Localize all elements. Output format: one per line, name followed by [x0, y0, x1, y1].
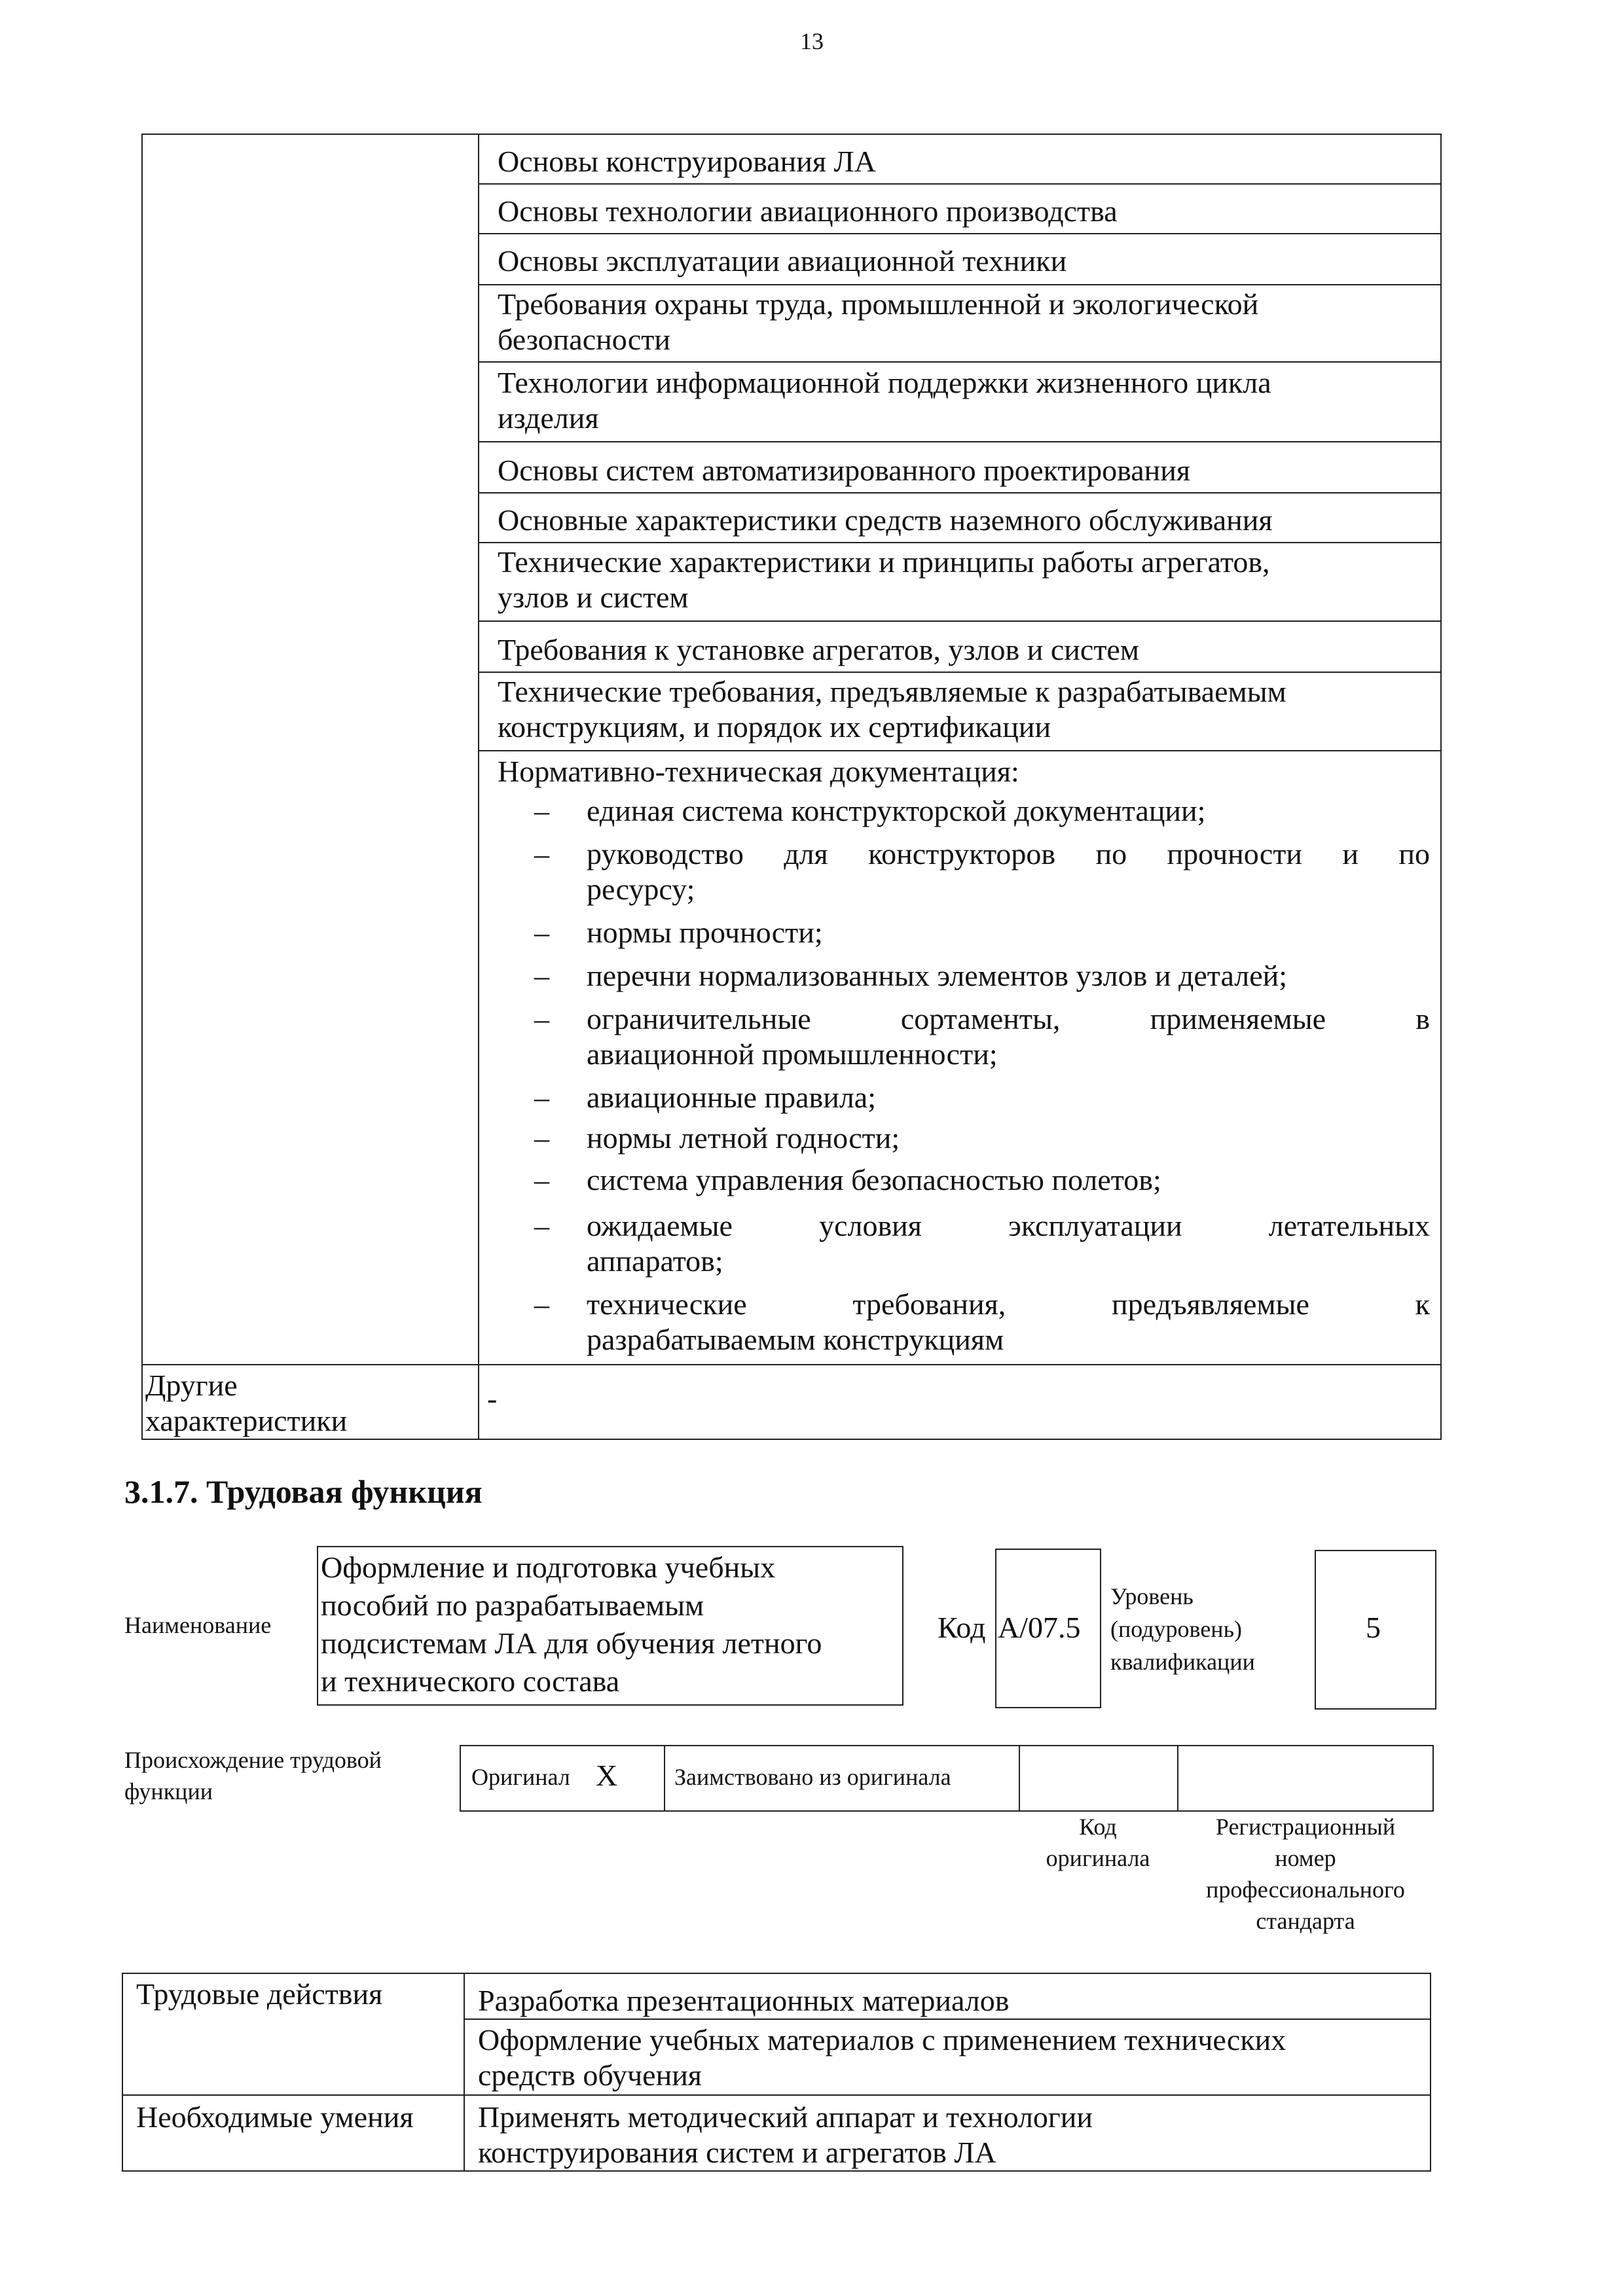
action-item: Разработка презентационных материалов [478, 1984, 1010, 2017]
list-dash: – [534, 1163, 549, 1196]
knowledge-item: Основы технологии авиационного производства [498, 194, 1118, 228]
normative-item: нормы прочности; [587, 916, 823, 949]
origin-label: Происхождение трудовой [124, 1747, 382, 1773]
knowledge-item: Основные характеристики средств наземного обслуживания [498, 503, 1273, 537]
list-dash: – [534, 959, 549, 992]
origin-original-mark: X [596, 1759, 618, 1792]
normative-item: аппаратов; [587, 1244, 723, 1278]
normative-item: ресурсу; [587, 872, 695, 906]
knowledge-item: Технологии информационной поддержки жизненного цикла [498, 366, 1271, 399]
knowledge-item: Требования охраны труда, промышленной и экологической [498, 287, 1259, 321]
list-dash: – [534, 916, 549, 949]
name-label: Наименование [124, 1612, 272, 1638]
actions-label: Трудовые действия [136, 1977, 383, 2011]
normative-item: ожидаемые условия эксплуатации летательных [587, 1209, 1430, 1242]
knowledge-item: узлов и систем [498, 581, 689, 614]
other-label: Другие [145, 1369, 238, 1402]
normative-item: руководство для конструкторов по прочности и по [587, 837, 1430, 870]
level-label: квалификации [1110, 1649, 1255, 1675]
list-dash: – [534, 1121, 549, 1155]
skill-item: конструирования систем и агрегатов ЛА [478, 2136, 996, 2169]
knowledge-item: Основы эксплуатации авиационной техники [498, 244, 1067, 278]
name-line: пособий по разрабатываемым [321, 1588, 704, 1622]
normative-item: разрабатываемым конструкциям [587, 1323, 1004, 1356]
name-line: подсистемам ЛА для обучения летного [321, 1626, 822, 1660]
normative-item: технические требования, предъявляемые к [587, 1287, 1430, 1321]
list-dash: – [534, 837, 549, 870]
list-dash: – [534, 1002, 549, 1035]
code-caption: Код [1079, 1814, 1117, 1840]
knowledge-item: Технические требования, предъявляемые к разрабатываемым [498, 675, 1286, 708]
knowledge-item: Технические характеристики и принципы работы агрегатов, [498, 545, 1270, 579]
normative-item: ограничительные сортаменты, применяемые в [587, 1002, 1430, 1035]
knowledge-item: безопасности [498, 323, 671, 356]
level-value: 5 [1366, 1611, 1381, 1644]
reg-caption: Регистрационный [1215, 1814, 1396, 1840]
code-label: Код [938, 1611, 986, 1644]
skill-item: Применять методический аппарат и технологии [478, 2100, 1093, 2134]
code-value: A/07.5 [998, 1611, 1081, 1644]
other-label: характеристики [145, 1404, 348, 1437]
reg-caption: профессионального [1206, 1876, 1405, 1903]
normative-item: авиационной промышленности; [587, 1037, 998, 1071]
reg-caption: номер [1275, 1845, 1336, 1871]
code-caption: оригинала [1046, 1845, 1150, 1871]
reg-caption: стандарта [1256, 1908, 1355, 1934]
normative-item: единая система конструкторской документации; [587, 794, 1206, 827]
normative-item: нормы летной годности; [587, 1121, 900, 1155]
knowledge-item: Основы конструирования ЛА [498, 145, 876, 178]
normative-item: система управления безопасностью полетов; [587, 1163, 1161, 1196]
origin-original: Оригинал [471, 1764, 570, 1790]
knowledge-item: Основы систем автоматизированного проектирования [498, 454, 1191, 487]
knowledge-item: конструкциям, и порядок их сертификации [498, 710, 1051, 744]
list-dash: – [534, 794, 549, 827]
action-item: Оформление учебных материалов с применением технических [478, 2023, 1286, 2056]
knowledge-item: изделия [498, 401, 599, 435]
action-item: средств обучения [478, 2058, 702, 2092]
list-dash: – [534, 1209, 549, 1242]
normative-title: Нормативно-техническая документация: [498, 755, 1019, 788]
name-line: и технического состава [321, 1664, 620, 1698]
name-line: Оформление и подготовка учебных [321, 1551, 776, 1584]
origin-label: функции [124, 1778, 213, 1804]
other-value: - [487, 1382, 498, 1415]
knowledge-item: Требования к установке агрегатов, узлов и систем [498, 633, 1139, 666]
normative-item: перечни нормализованных элементов узлов и деталей; [587, 959, 1288, 992]
origin-borrowed: Заимствовано из оригинала [674, 1764, 951, 1790]
page-number: 13 [800, 28, 824, 54]
level-label: Уровень [1110, 1583, 1194, 1609]
section-heading: 3.1.7. Трудовая функция [124, 1473, 483, 1510]
level-label: (подуровень) [1110, 1616, 1242, 1642]
list-dash: – [534, 1081, 549, 1114]
normative-item: авиационные правила; [587, 1081, 876, 1114]
skills-label: Необходимые умения [136, 2100, 414, 2134]
list-dash: – [534, 1287, 549, 1321]
